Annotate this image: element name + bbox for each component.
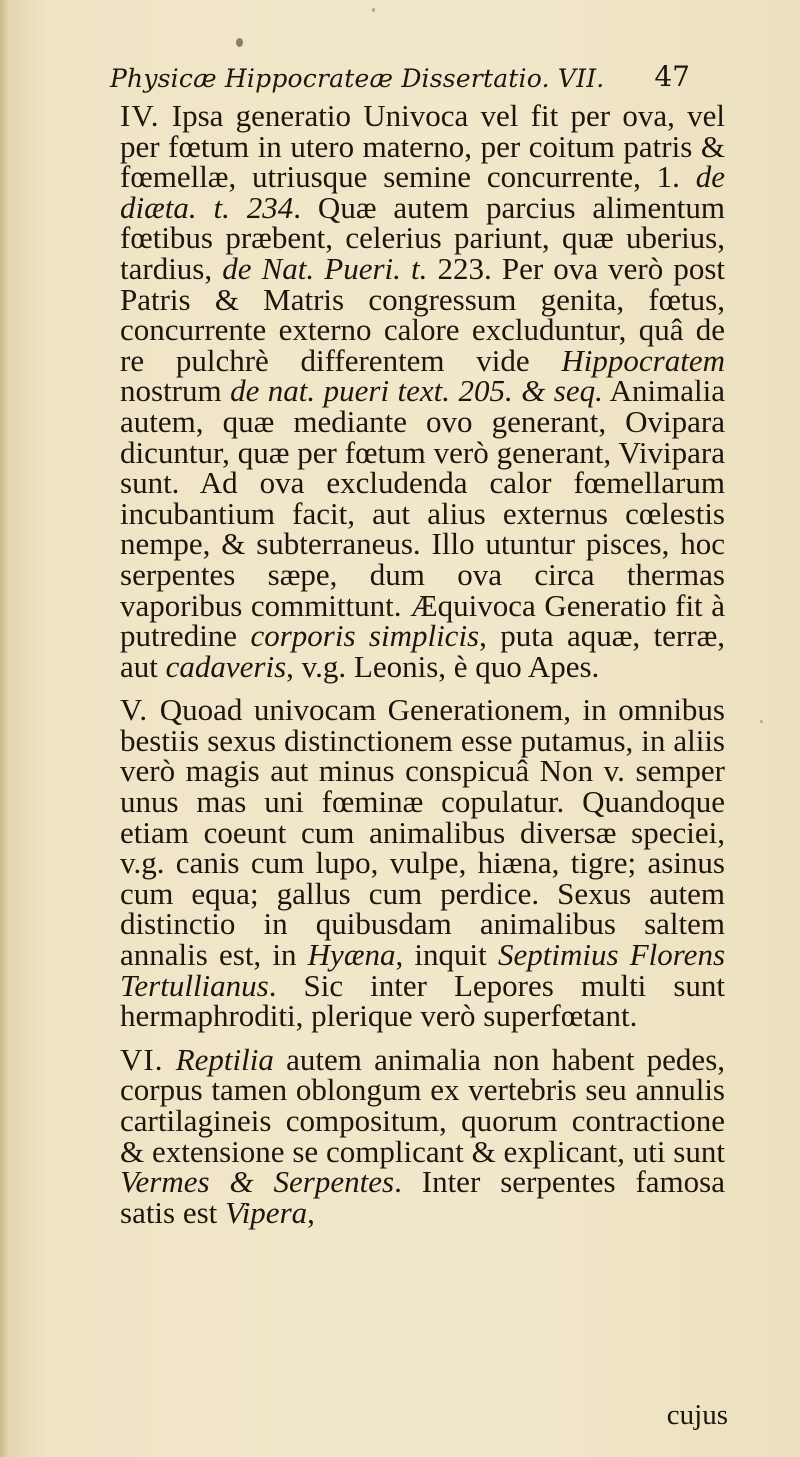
- page-number: 47: [654, 60, 690, 93]
- running-title: Physicæ Hippocrateæ Dissertatio. VII.: [110, 64, 605, 93]
- ink-speck: [760, 720, 763, 723]
- paragraph-number: VI.: [120, 1041, 164, 1077]
- catchword: cujus: [666, 1399, 728, 1431]
- paragraph-text: Quoad univocam Generationem, in omnibus bestiis sexus distinctionem esse putamus, in aliis verò magis aut minus conspicuâ Non v. semper unus mas uni fœminæ copulatur. Quandoque etiam coeunt cum animalibus diversæ speciei, v.g. canis cum lupo, vulpe, hiæna, tigre; asinus cum equa; gallus cum perdice. Sexus autem distinctio in quibusdam animalibus saltem annalis est, in Hyæna, inquit Septimius Florens Tertullianus. Sic inter Lepores multi sunt hermaphroditi, plerique verò superfœtant.: [120, 692, 726, 1034]
- ink-speck: [372, 8, 375, 12]
- paragraph-v: [120, 692, 726, 1034]
- paragraph-vi: [120, 1041, 726, 1230]
- paragraph-number: IV.: [120, 98, 160, 133]
- page-gutter-shadow: [0, 0, 10, 1457]
- paragraph-iv: [120, 98, 725, 684]
- paragraph-text: Reptilia autem animalia non habent pedes, corpus tamen oblongum ex vertebris seu annulis cartilagineis compositum, quorum contractione & extensione se complicant & explicant, uti sunt Vermes & Serpentes. Inter serpentes famosa satis est Vipera,: [120, 1041, 726, 1230]
- page-header: [110, 40, 700, 102]
- paragraph-text: Ipsa generatio Univoca vel fit per ova, vel per fœtum in utero materno, per coitum patris & fœmellæ, utriusque semine concurrente, 1. de diæta. t. 234. Quæ autem parcius alimentum fœtibus præbent, celerius pariunt, quæ uberius, tardius, de Nat. Pueri. t. 223. Per ova verò post Patris & Matris congressum genita, fœtus, concurrente externo calore excluduntur, quâ de re pulchrè differentem vide Hippocratem nostrum de nat. pueri text. 205. & seq. Animalia autem, quæ mediante ovo generant, Ovipara dicuntur, quæ per fœtum verò generant, Vivipara sunt. Ad ova excludenda calor fœmellarum incubantium facit, aut alius externus cœlestis nempe, & subterraneus. Illo utuntur pisces, hoc serpentes sæpe, dum ova circa thermas vaporibus committunt. Æquivoca Generatio fit à putredine corporis simplicis, puta aquæ, terræ, aut cadaveris, v.g. Leonis, è quo Apes.: [120, 98, 725, 684]
- ink-speck: [236, 38, 243, 47]
- body-text: [120, 98, 726, 1230]
- paragraph-number: V.: [120, 692, 149, 728]
